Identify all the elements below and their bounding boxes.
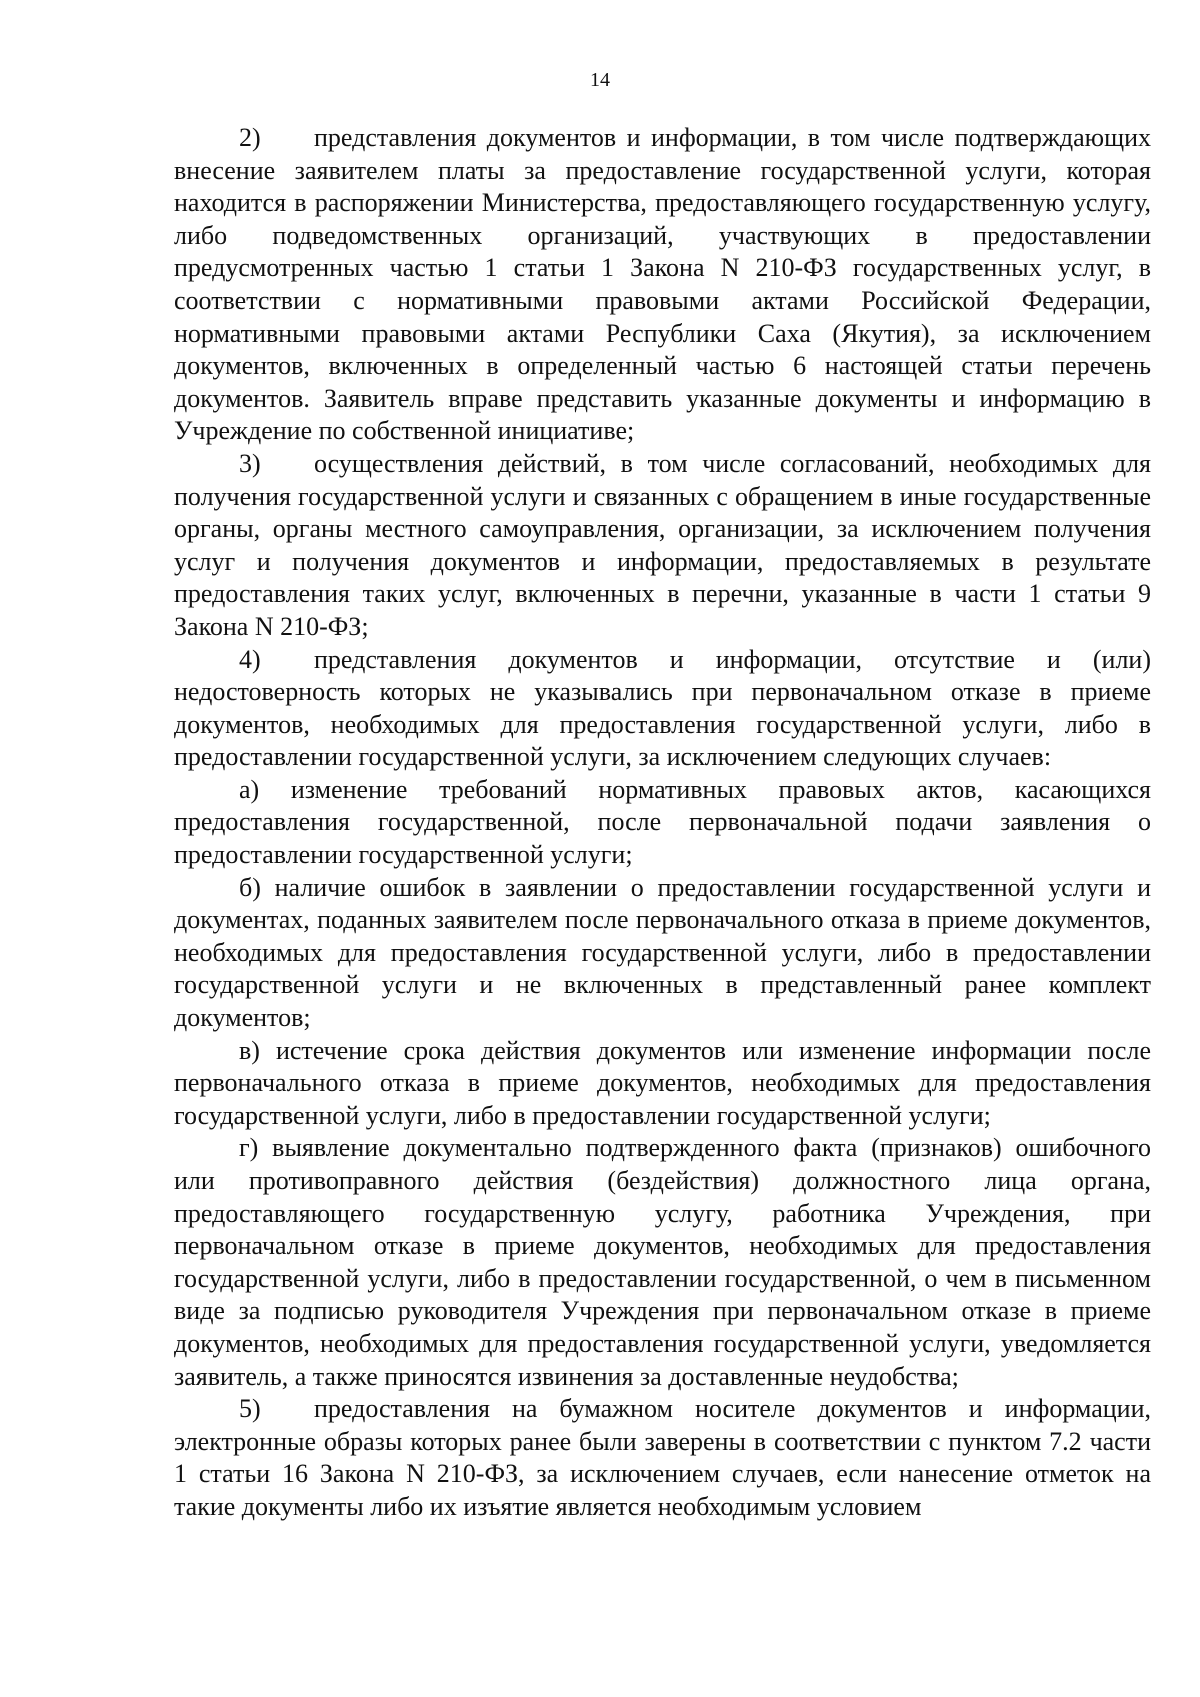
paragraph-text: представления документов и информации, в том числе подтверждающих внесение заявителем платы за предоставление государственной услуги, которая находится в распоряжении Министерства, предоставляющего государственную услугу, либо подведомственных организаций, участвующих в предоставлении предусмотренных частью 1 статьи 1 Закона N 210-ФЗ государственных услуг, в соответствии с нормативными правовыми актами Российской Федерации, нормативными правовыми актами Республики Саха (Якутия), за исключением документов, включенных в определенный частью 6 настоящей статьи перечень документов. Заявитель вправе представить указанные документы и информацию в Учреждение по собственной инициативе; — [174, 123, 1151, 446]
paragraph-text: предоставления на бумажном носителе документов и информации, электронные образы которых ранее были заверены в соответствии с пунктом 7.2 части 1 статьи 16 Закона N 210-ФЗ, за исключением случаев, если нанесение отметок на такие документы либо их изъятие является необходимым условием — [174, 1394, 1151, 1521]
document-body — [174, 122, 1151, 1524]
list-marker: 5) — [239, 1394, 261, 1424]
paragraph-text: представления документов и информации, отсутствие и (или) недостоверность которых не указывались при первоначальном отказе в приеме документов, необходимых для предоставления государственной услуги, либо в предоставлении государственной услуги, за исключением следующих случаев: — [174, 644, 1151, 772]
subparagraph-a — [174, 774, 1151, 872]
subparagraph-v — [174, 1035, 1151, 1133]
paragraph-text: осуществления действий, в том числе согласований, необходимых для получения государственной услуги и связанных с обращением в иные государственные органы, органы местного самоуправления, организации, за исключением получения услуг и получения документов и информации, предоставляемых в результате предоставления таких услуг, включенных в перечни, указанные в части 1 статьи 9 Закона N 210-ФЗ; — [174, 448, 1151, 641]
paragraph-text: а) изменение требований нормативных правовых актов, касающихся предоставления государственной, после первоначальной подачи заявления о предоставлении государственной услуги; — [174, 774, 1151, 870]
paragraph-text: в) истечение срока действия документов или изменение информации после первоначального отказа в приеме документов, необходимых для предоставления государственной услуги, либо в предоставлении государственной услуги; — [174, 1035, 1151, 1130]
subparagraph-g — [174, 1132, 1151, 1393]
paragraph-item-2 — [174, 122, 1151, 448]
paragraph-item-4 — [174, 644, 1151, 774]
page-number: 14 — [590, 69, 610, 91]
list-marker: 3) — [239, 448, 261, 478]
subparagraph-b — [174, 872, 1151, 1035]
list-marker: 4) — [239, 644, 261, 674]
paragraph-text: б) наличие ошибок в заявлении о предоставлении государственной услуги и документах, поданных заявителем после первоначального отказа в приеме документов, необходимых для предоставления государственной услуги, либо в предоставлении государственной услуги и не включенных в представленный ранее комплект документов; — [174, 872, 1151, 1033]
paragraph-text: г) выявление документально подтвержденного факта (признаков) ошибочного или противоправного действия (бездействия) должностного лица органа, предоставляющего государственную услугу, работника Учреждения, при первоначальном отказе в приеме документов, необходимых для предоставления государственной услуги, либо в предоставлении государственной, о чем в письменном виде за подписью руководителя Учреждения при первоначальном отказе в приеме документов, необходимых для предоставления государственной услуги, уведомляется заявитель, а также приносятся извинения за доставленные неудобства; — [174, 1133, 1151, 1391]
list-marker: 2) — [239, 123, 261, 152]
paragraph-item-3 — [174, 448, 1151, 644]
paragraph-item-5 — [174, 1393, 1151, 1523]
